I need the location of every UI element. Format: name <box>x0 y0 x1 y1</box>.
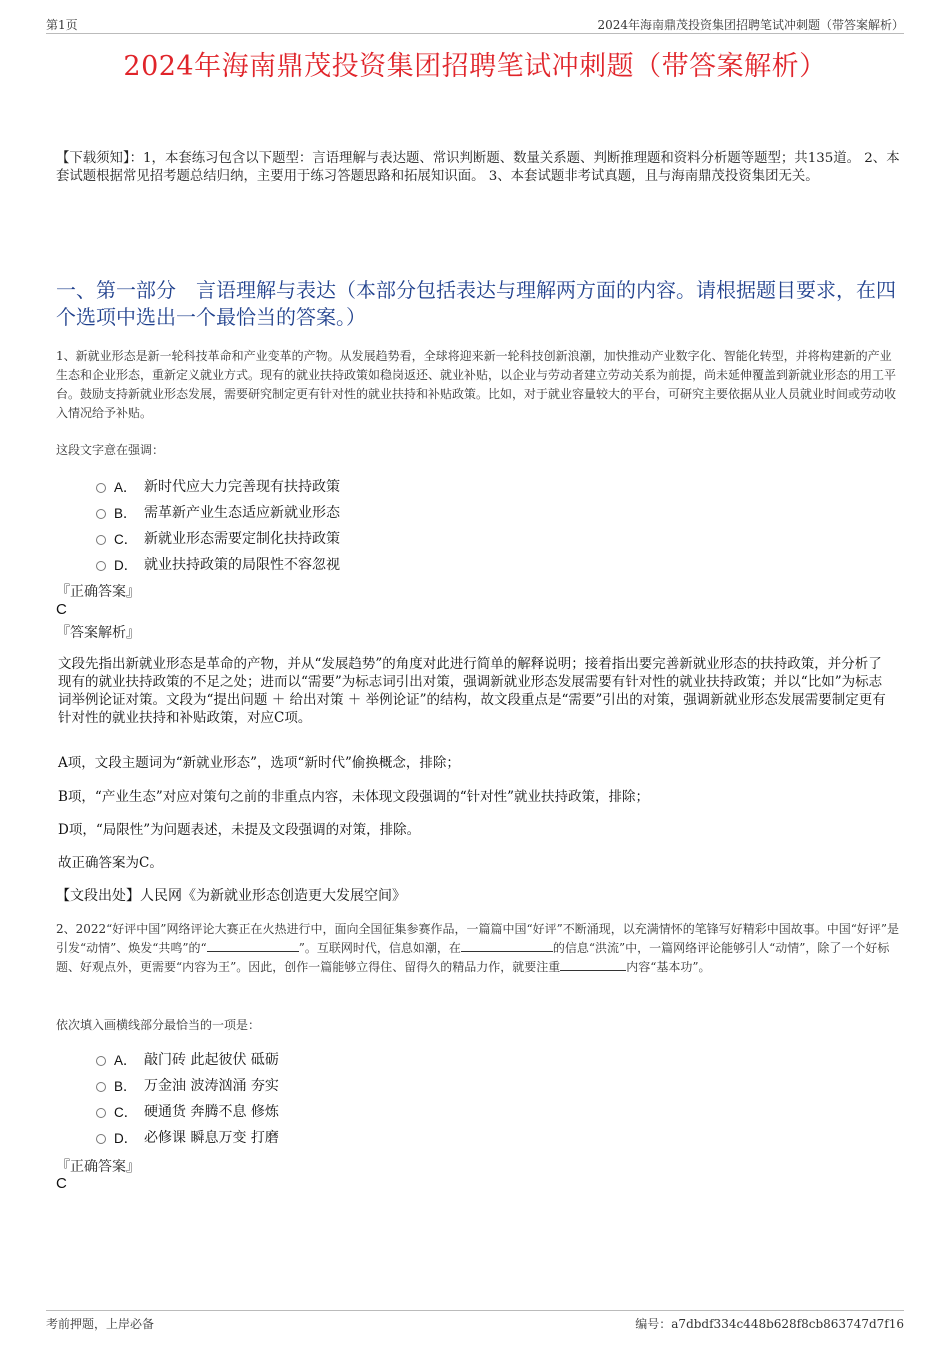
radio-icon[interactable] <box>96 483 106 493</box>
page-footer <box>46 1310 904 1332</box>
page-number: 第1页 <box>46 18 78 32</box>
section-title: 一、第一部分 言语理解与表达（本部分包括表达与理解两方面的内容。请根据题目要求，在四个选项中选出一个最恰当的答案。） <box>56 278 896 329</box>
option-a[interactable]: A． 新时代应大力完善现有扶持政策 <box>96 473 696 499</box>
option-b[interactable]: B． 需革新产业生态适应新就业形态 <box>96 499 696 525</box>
page-header <box>46 14 904 34</box>
option-a[interactable]: A． 敲门砖 此起彼伏 砥砺 <box>96 1046 696 1072</box>
analysis-conclusion: 故正确答案为C。 <box>58 855 163 871</box>
text-source: 【文段出处】人民网《为新就业形态创造更大发展空间》 <box>56 888 406 904</box>
question-1-prompt: 这段文字意在强调： <box>56 443 165 457</box>
option-c[interactable]: C． 新就业形态需要定制化扶持政策 <box>96 525 696 551</box>
footer-serial: 编号：a7dbdf334c448b628f8cb863747d7f16 <box>635 1317 904 1331</box>
analysis-label: 『答案解析』 <box>56 625 140 641</box>
radio-icon[interactable] <box>96 509 106 519</box>
question-2-prompt: 依次填入画横线部分最恰当的一项是： <box>56 1018 261 1032</box>
header-doc-name: 2024年海南鼎茂投资集团招聘笔试冲刺题（带答案解析） <box>597 18 904 32</box>
fill-blank-2 <box>461 940 553 952</box>
answer-label: 『正确答案』 <box>56 1159 140 1175</box>
option-c[interactable]: C． 硬通货 奔腾不息 修炼 <box>96 1098 696 1124</box>
fill-blank-1 <box>207 940 299 952</box>
radio-icon[interactable] <box>96 535 106 545</box>
download-notice: 【下载须知】：1，本套练习包含以下题型：言语理解与表达题、常识判断题、数量关系题、判断推理题和资料分析题等题型；共135道。 2、本套试题根据常见招考题总结归纳，主要用于练习答题思路和拓展知识面。 3、本套试题非考试真题，且与海南鼎茂投资集团无关。 <box>56 151 900 184</box>
radio-icon[interactable] <box>96 1108 106 1118</box>
answer-label: 『正确答案』 <box>56 584 140 600</box>
fill-blank-3 <box>560 959 626 971</box>
answer-value: C <box>56 1175 67 1192</box>
radio-icon[interactable] <box>96 1082 106 1092</box>
question-2-text: 2、2022“好评中国”网络评论大赛正在火热进行中，面向全国征集参赛作品，一篇篇中国“好评”不断涌现，以充满情怀的笔锋写好精彩中国故事。中国“好评”是引发“动情”、焕发“共鸣”的“ ”。互联网时代，信息如潮，在 的信息“洪流”中，一篇网络评论能够引人“动情”，除了一个好标题、好观点外，更需要“内容为王”。因此，创作一篇能够立得住、留得久的精品力作，就要注重 内容“基本功”。 <box>56 922 899 974</box>
radio-icon[interactable] <box>96 561 106 571</box>
analysis-text: 文段先指出新就业形态是革命的产物，并从“发展趋势”的角度对此进行简单的解释说明；接着指出要完善新就业形态的扶持政策，并分析了现有的就业扶持政策的不足之处；进而以“需要”为标志词引出对策，强调新就业形态发展需要有针对性的就业扶持政策；并以“比如”为标志词举例论证对策。文段为“提出问题 ＋ 给出对策 ＋ 举例论证”的结构，故文段重点是“需要”引出的对策，强调新就业形态发展需要制定更有针对性的就业扶持和补贴政策，对应C项。 <box>58 656 886 726</box>
analysis-option-d: D项，“局限性”为问题表述，未提及文段强调的对策，排除。 <box>58 822 421 838</box>
question-1-options <box>96 473 696 577</box>
radio-icon[interactable] <box>96 1056 106 1066</box>
question-1-text: 1、新就业形态是新一轮科技革命和产业变革的产物。从发展趋势看，全球将迎来新一轮科技创新浪潮，加快推动产业数字化、智能化转型，并将构建新的产业生态和企业形态，重新定义就业方式。现有的就业扶持政策如稳岗返还、就业补贴，以企业与劳动者建立劳动关系为前提，尚未延伸覆盖到新就业形态的用工平台。鼓励支持新就业形态发展，需要研究制定更有针对性的就业扶持和补贴政策。比如，对于就业容量较大的平台，可研究主要依据从业人员就业时间或劳动收入情况给予补贴。 <box>56 349 897 420</box>
radio-icon[interactable] <box>96 1134 106 1144</box>
question-2-options <box>96 1046 696 1150</box>
analysis-option-b: B项，“产业生态”对应对策句之前的非重点内容，未体现文段强调的“针对性”就业扶持政策，排除； <box>58 789 650 805</box>
option-d[interactable]: D． 就业扶持政策的局限性不容忽视 <box>96 551 696 577</box>
option-b[interactable]: B． 万金油 波涛汹涌 夯实 <box>96 1072 696 1098</box>
footer-slogan: 考前押题，上岸必备 <box>46 1317 155 1331</box>
option-d[interactable]: D． 必修课 瞬息万变 打磨 <box>96 1124 696 1150</box>
document-title: 2024年海南鼎茂投资集团招聘笔试冲刺题（带答案解析） <box>123 51 827 82</box>
analysis-option-a: A项，文段主题词为“新就业形态”，选项“新时代”偷换概念，排除； <box>58 755 460 771</box>
answer-value: C <box>56 601 67 618</box>
